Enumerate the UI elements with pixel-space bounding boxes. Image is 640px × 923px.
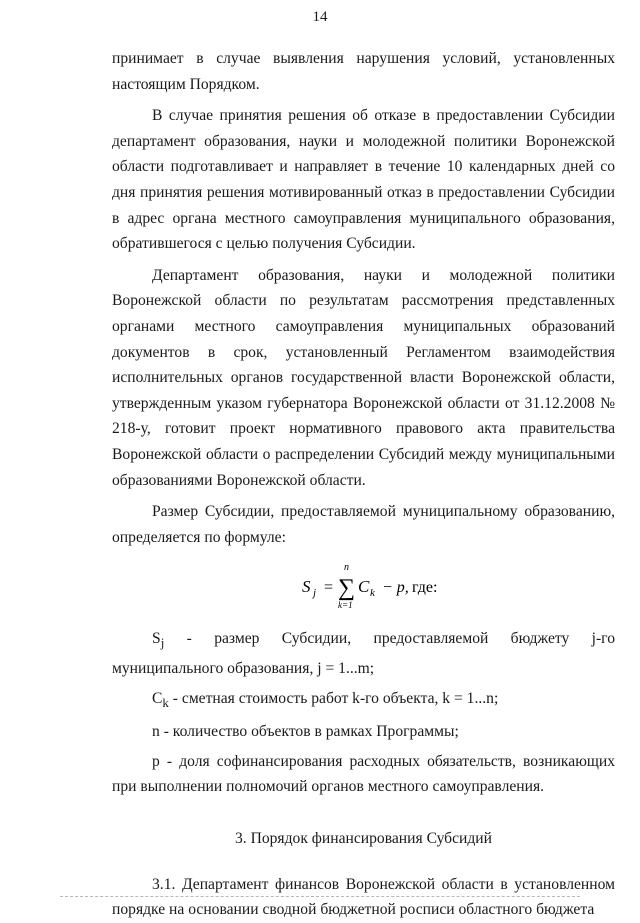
- formula-sum-sign: ∑: [338, 575, 356, 602]
- formula-minus-p: − p,: [382, 579, 409, 597]
- paragraph-formula-intro: Размер Субсидии, предоставляемой муниципальному образованию, определяется по формуле:: [112, 503, 615, 546]
- subsidy-formula: [112, 560, 615, 612]
- definition-symbol: C: [152, 689, 163, 707]
- definition-text: - сметная стоимость работ k-го объекта, k = 1...n;: [168, 689, 499, 707]
- definition-symbol: S: [152, 630, 161, 648]
- formula-term-sub: k: [370, 587, 375, 600]
- definition-ck: [112, 686, 615, 716]
- definition-n: [112, 719, 615, 745]
- formula-lhs: S: [302, 577, 311, 597]
- definition-symbol: p: [152, 752, 160, 770]
- formula-eq: =: [324, 579, 334, 597]
- paragraph-distribution: Департамент образования, науки и молодежной политики Воронежской области по результатам рассмотрения представленных органами местного самоуправления муниципальных образований документов в срок, установленный Регламентом взаимодействия исполнительных органов государственной власти Воронежской области, утвержденным указом губернатора Воронежской области от 31.12.2008 № 218-у, готовит проект нормативного правового акта правительства Воронежской области о распределении Субсидий между муниципальными образованиями Воронежской области.: [112, 266, 615, 489]
- formula-term: C: [358, 577, 370, 597]
- paragraph-section-3-1: 3.1. Департамент финансов Воронежской области в установленном порядке на основании сводной бюджетной росписи областного бюджета: [112, 875, 615, 919]
- page-content: [112, 46, 615, 923]
- definition-p: [112, 749, 615, 800]
- formula-sum-bottom: k=1: [338, 600, 353, 611]
- definition-subscript: j: [160, 635, 165, 651]
- formula-svg: [302, 560, 502, 612]
- paragraph-continuation: принимает в случае выявления нарушения условий, установленных настоящим Порядком.: [112, 50, 615, 93]
- definition-symbol: n: [152, 723, 160, 741]
- definition-text: - количество объектов в рамках Программы;: [159, 723, 459, 741]
- definition-text: - доля софинансирования расходных обязательств, возникающих при выполнении полномочий органов местного самоуправления.: [112, 752, 615, 796]
- formula-lhs-sub: j: [313, 587, 317, 600]
- definition-sj: [112, 626, 615, 681]
- page-bottom-divider: [60, 896, 580, 897]
- formula-sum-top: n: [344, 562, 349, 574]
- section-heading: 3. Порядок финансирования Субсидий: [234, 830, 492, 848]
- definition-subscript: k: [162, 694, 169, 710]
- page-number: 14: [312, 9, 328, 25]
- definition-text: - размер Субсидии, предоставляемой бюджету j-го муниципального образования, j = 1...m;: [112, 630, 615, 677]
- paragraph-refusal: В случае принятия решения об отказе в предоставлении Субсидии департамент образования, науки и молодежной политики Воронежской области подготавливает и направляет в течение 10 календарных дней со дня принятия решения мотивированный отказ в предоставлении Субсидии в адрес органа местного самоуправления муниципального образования, обратившегося с целью получения Субсидии.: [112, 107, 615, 253]
- formula-tail: где:: [412, 579, 438, 597]
